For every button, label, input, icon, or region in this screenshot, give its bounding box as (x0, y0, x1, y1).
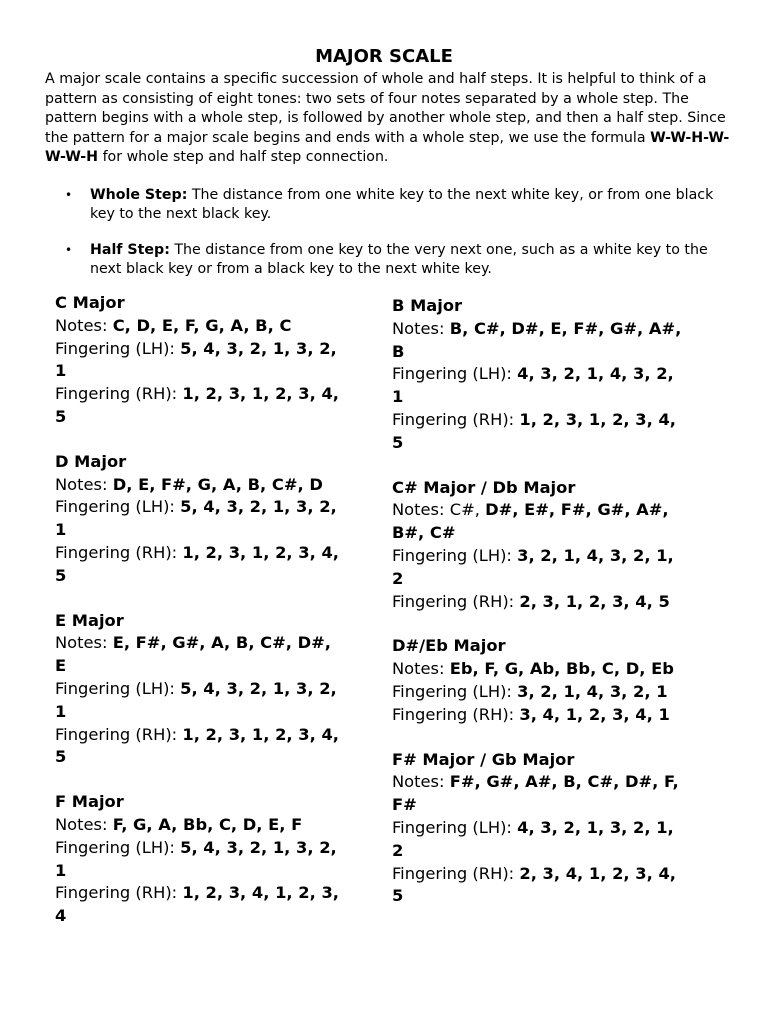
scale-fingering-rh: Fingering (RH): 2, 3, 4, 1, 2, 3, 4, 5 (392, 863, 676, 906)
scale-block-c-major (55, 292, 345, 429)
definition-list (45, 186, 735, 296)
intro-tail: for whole step and half step connection. (102, 149, 389, 165)
left-scale-column (55, 292, 345, 950)
scale-name: C# Major / Db Major (392, 477, 576, 497)
scale-fingering-lh: Fingering (LH): 5, 4, 3, 2, 1, 3, 2, 1 (55, 837, 337, 880)
definition-text: The distance from one key to the very next one, such as a white key to the next black key or from a black key to the next white key. (90, 242, 708, 277)
scale-block-e-major (55, 610, 345, 770)
right-scale-column (392, 295, 682, 930)
scale-name: E Major (55, 610, 124, 630)
scale-notes: Notes: F, G, A, Bb, C, D, E, F (55, 814, 303, 834)
scale-fingering-lh: Fingering (LH): 5, 4, 3, 2, 1, 3, 2, 1 (55, 678, 337, 721)
scale-fingering-lh: Fingering (LH): 3, 2, 1, 4, 3, 2, 1 (392, 681, 668, 701)
scale-fingering-rh: Fingering (RH): 1, 2, 3, 1, 2, 3, 4, 5 (55, 384, 339, 426)
definition-term: Whole Step: (90, 187, 188, 203)
bullet-icon: • (65, 188, 73, 202)
scale-block-f-sharp-major (392, 749, 682, 909)
definition-term: Half Step: (90, 242, 170, 258)
scale-fingering-lh: Fingering (LH): 5, 4, 3, 2, 1, 3, 2, 1 (55, 338, 337, 381)
scale-fingering-rh: Fingering (RH): 1, 2, 3, 1, 2, 3, 4, 5 (392, 409, 676, 452)
scale-name: D#/Eb Major (392, 636, 506, 656)
scale-fingering-rh: Fingering (RH): 1, 2, 3, 1, 2, 3, 4, 5 (55, 724, 339, 767)
scale-fingering-rh: Fingering (RH): 2, 3, 1, 2, 3, 4, 5 (392, 591, 670, 611)
bullet-icon: • (65, 243, 73, 257)
scale-fingering-rh: Fingering (RH): 1, 2, 3, 1, 2, 3, 4, 5 (55, 542, 339, 585)
scale-name: C Major (55, 293, 125, 312)
scale-fingering-rh: Fingering (RH): 1, 2, 3, 4, 1, 2, 3, 4 (55, 883, 339, 926)
scale-block-f-major (55, 791, 345, 928)
scale-notes: Notes: Eb, F, G, Ab, Bb, C, D, Eb (392, 659, 674, 679)
intro-paragraph (45, 70, 735, 168)
page-title: MAJOR SCALE (315, 46, 453, 67)
scale-block-d-major (55, 451, 345, 588)
scale-notes: Notes: E, F#, G#, A, B, C#, D#, E (55, 633, 331, 676)
scale-fingering-lh: Fingering (LH): 4, 3, 2, 1, 3, 2, 1, 2 (392, 817, 674, 860)
definition-whole-step (45, 186, 735, 224)
scale-notes: Notes: B, C#, D#, E, F#, G#, A#, B (392, 318, 682, 361)
scale-fingering-lh: Fingering (LH): 4, 3, 2, 1, 4, 3, 2, 1 (392, 364, 674, 407)
scale-block-c-sharp-major (392, 477, 682, 614)
intro-text: A major scale contains a specific succession of whole and half steps. It is helpful to think of a pattern as consisting of eight tones: two sets of four notes separated by a whole step. The pattern begins with a whole step, is followed by another whole step, and then a half step. Since the pattern for a major scale begins and ends with a whole step, we use the formula (45, 71, 726, 146)
scale-name: D Major (55, 451, 127, 471)
formula: W-W-H-W-W-W-H (45, 129, 730, 165)
definition-half-step (45, 241, 735, 279)
scale-notes: Notes: C#, D#, E#, F#, G#, A#, B#, C# (392, 500, 669, 543)
scale-name: F# Major / Gb Major (392, 749, 575, 769)
scale-block-b-major (392, 295, 682, 455)
scale-notes: Notes: C, D, E, F, G, A, B, C (55, 315, 292, 335)
scale-notes: Notes: F#, G#, A#, B, C#, D#, F, F# (392, 772, 679, 815)
scale-fingering-lh: Fingering (LH): 5, 4, 3, 2, 1, 3, 2, 1 (55, 497, 337, 540)
scale-fingering-rh: Fingering (RH): 3, 4, 1, 2, 3, 4, 1 (392, 704, 670, 724)
scale-name: F Major (55, 792, 124, 812)
scale-fingering-lh: Fingering (LH): 3, 2, 1, 4, 3, 2, 1, 2 (392, 545, 674, 588)
scale-notes: Notes: D, E, F#, G, A, B, C#, D (55, 474, 323, 494)
scale-block-d-sharp-major (392, 635, 682, 726)
scale-name: B Major (392, 296, 463, 315)
definition-text: The distance from one white key to the next white key, or from one black key to the next black key. (90, 187, 714, 222)
